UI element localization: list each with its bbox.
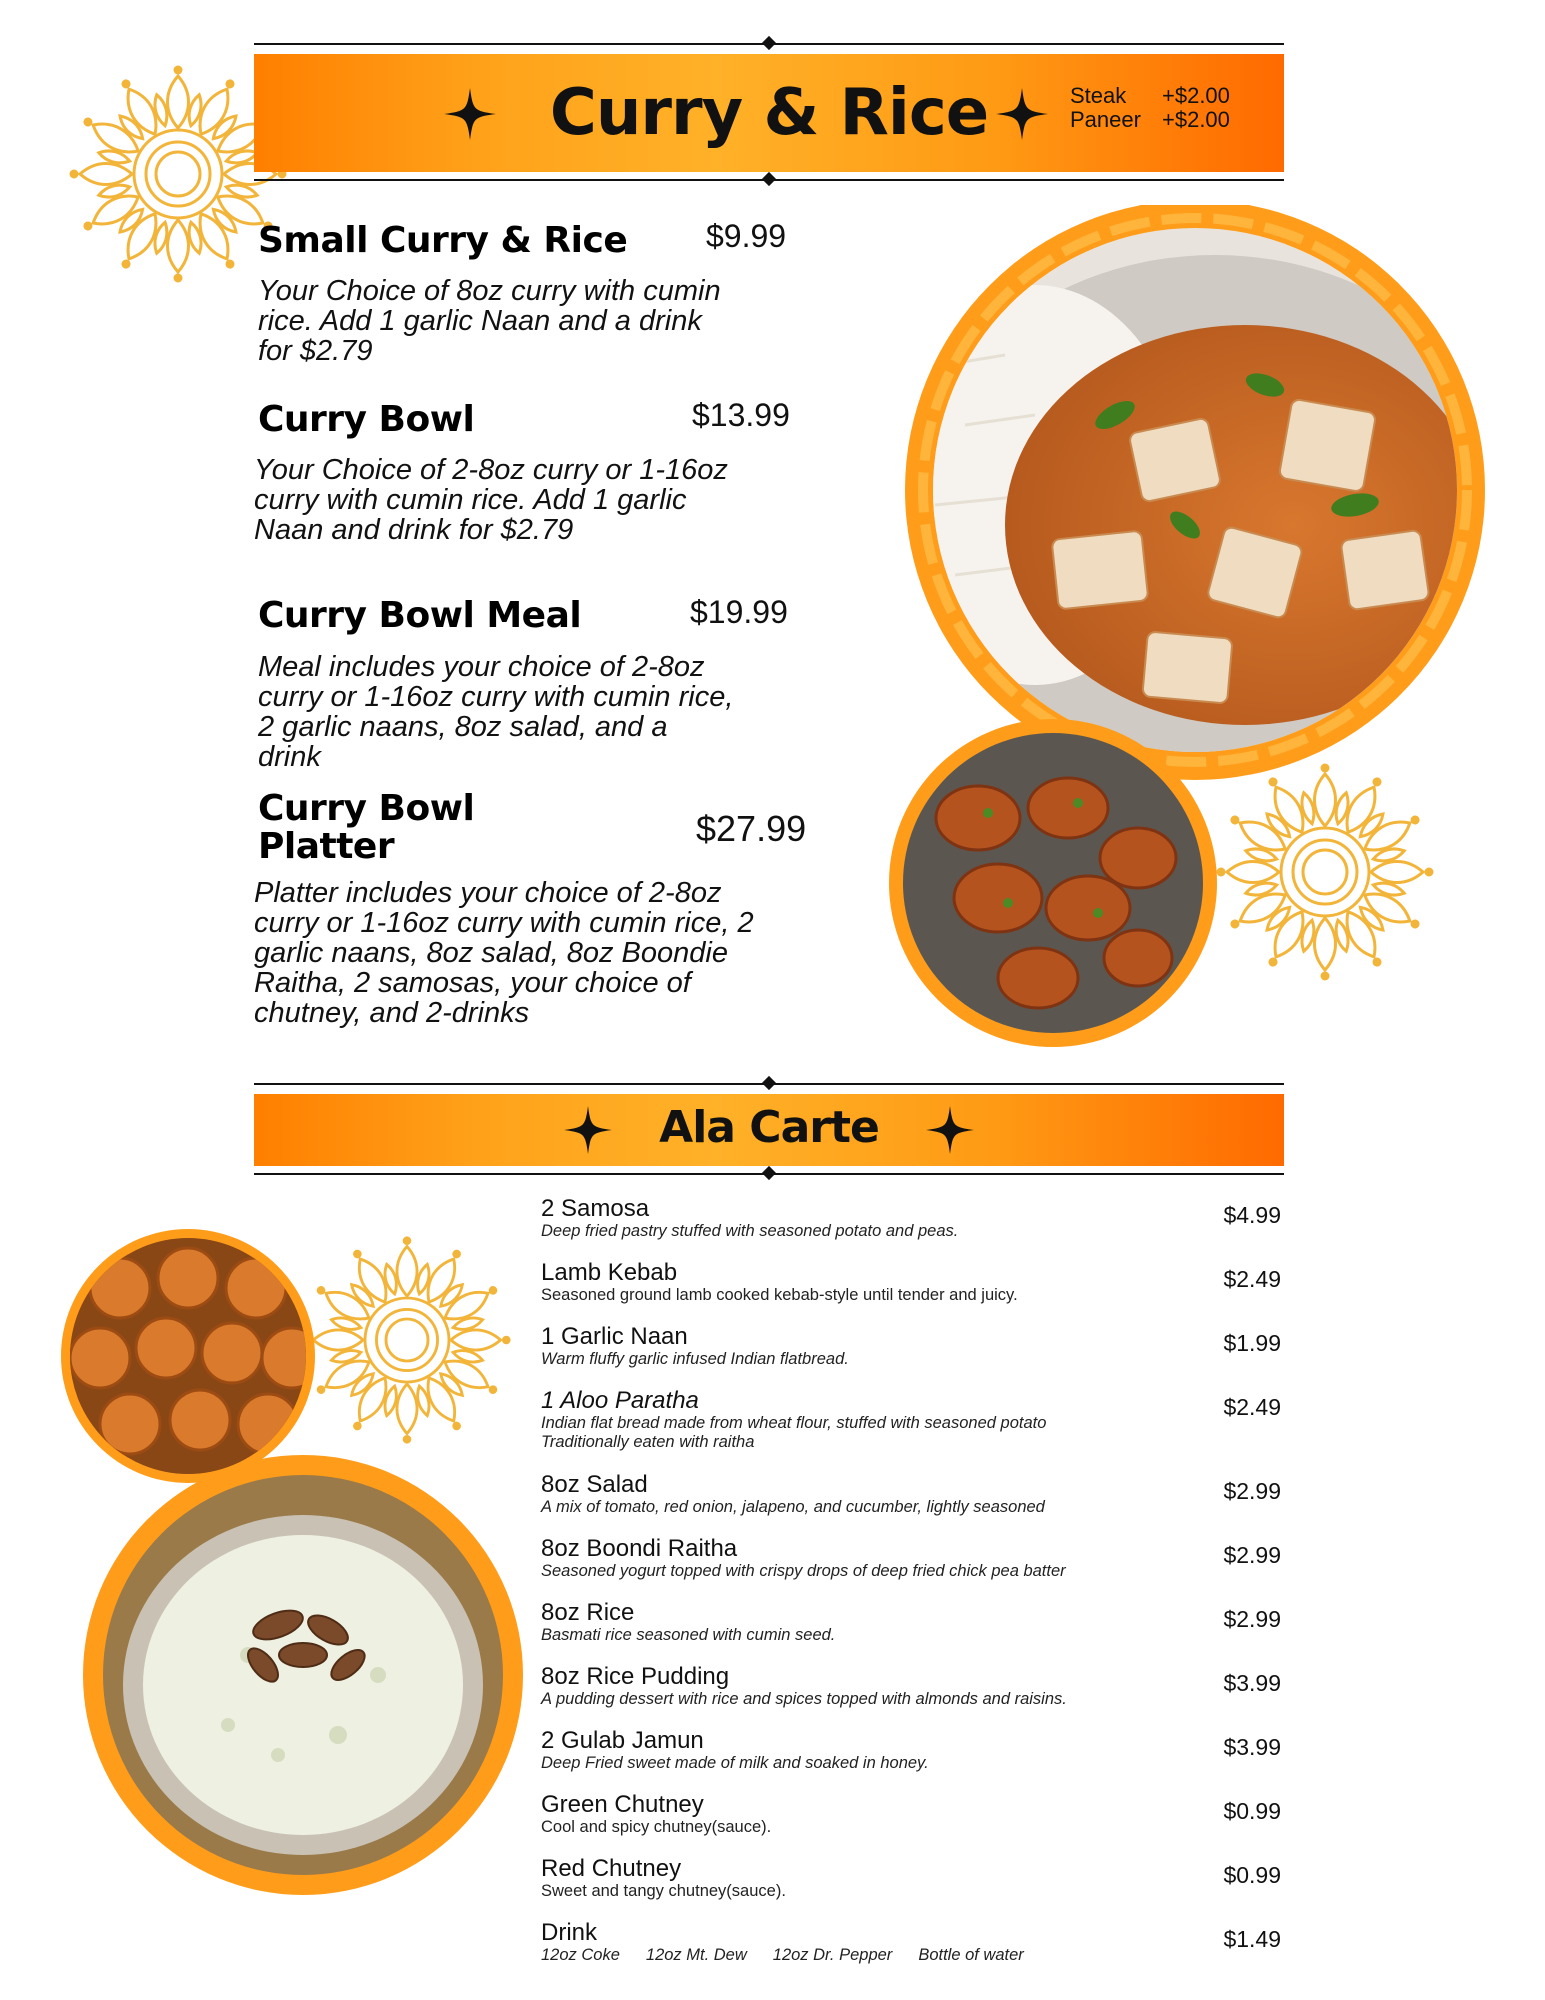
- paneer-curry-rice-photo: [885, 205, 1485, 780]
- drink-option: 12oz Mt. Dew: [645, 1946, 747, 1964]
- item-name: 8oz Salad: [541, 1471, 648, 1498]
- menu-list-item: [541, 1664, 1281, 1709]
- pakora-photo: [888, 718, 1218, 1048]
- item-price: $1.99: [1223, 1330, 1281, 1356]
- divider-rule: [254, 38, 1284, 50]
- addon-row: [1070, 84, 1230, 108]
- menu-list-item: [541, 1196, 1281, 1241]
- item-price: $2.49: [1223, 1266, 1281, 1292]
- menu-list-item: [541, 1792, 1281, 1837]
- drink-option: Bottle of water: [918, 1946, 1024, 1964]
- item-description: A mix of tomato, red onion, jalapeno, and cucumber, lightly seasoned: [541, 1498, 1045, 1516]
- menu-item-price: $13.99: [692, 397, 790, 433]
- item-description-2: Traditionally eaten with raitha: [541, 1433, 755, 1451]
- item-description: Indian flat bread made from wheat flour, stuffed with seasoned potato: [541, 1414, 1047, 1432]
- item-price: $2.99: [1223, 1606, 1281, 1632]
- menu-list-item: [541, 1728, 1281, 1773]
- item-price: $3.99: [1223, 1670, 1281, 1696]
- item-price: $2.99: [1223, 1478, 1281, 1504]
- menu-list-item: [541, 1324, 1281, 1369]
- mandala-icon: [302, 1235, 512, 1445]
- item-price: $0.99: [1223, 1798, 1281, 1824]
- menu-item-description: Platter includes your choice of 2-8oz curry or 1-16oz curry with cumin rice, 2 garlic naans, 8oz salad, 8oz Boondie Raitha, 2 samosas, your choice of chutney, and 2-drinks: [254, 877, 754, 1029]
- item-price: $1.49: [1223, 1926, 1281, 1952]
- item-description: Sweet and tangy chutney(sauce).: [541, 1882, 786, 1900]
- menu-item-name: Curry Bowl: [258, 399, 475, 440]
- addon-name: Paneer: [1070, 107, 1141, 132]
- divider-rule: [254, 1168, 1284, 1180]
- item-price: $4.99: [1223, 1202, 1281, 1228]
- menu-list-item: [541, 1260, 1281, 1305]
- item-description: Deep Fried sweet made of milk and soaked in honey.: [541, 1754, 929, 1772]
- curry-rice-title: Curry & Rice: [549, 76, 989, 150]
- menu-list-item: [541, 1600, 1281, 1645]
- addon-name: Steak: [1070, 83, 1127, 108]
- item-name: Lamb Kebab: [541, 1259, 678, 1286]
- menu-item-description: Your Choice of 8oz curry with cumin rice. Add 1 garlic Naan and a drink for $2.79: [258, 275, 721, 367]
- mandala-icon: [1215, 762, 1435, 982]
- item-description: Warm fluffy garlic infused Indian flatbread.: [541, 1350, 849, 1368]
- addon-price: +$2.00: [1162, 83, 1230, 108]
- menu-item-price: $19.99: [690, 594, 788, 630]
- item-description: Seasoned yogurt topped with crispy drops of deep fried chick pea batter: [541, 1562, 1066, 1580]
- menu-item-description: Meal includes your choice of 2-8oz curry or 1-16oz curry with cumin rice, 2 garlic naans, 8oz salad, and a drink: [258, 651, 734, 773]
- rice-pudding-photo: [78, 1455, 528, 1895]
- item-price: $0.99: [1223, 1862, 1281, 1888]
- ala-carte-title: Ala Carte: [659, 1102, 879, 1153]
- item-name: Drink: [541, 1919, 598, 1946]
- ala-carte-banner: [254, 1094, 1284, 1166]
- item-description: Deep fried pastry stuffed with seasoned potato and peas.: [541, 1222, 959, 1240]
- divider-rule: [254, 174, 1284, 186]
- item-description: Basmati rice seasoned with cumin seed.: [541, 1626, 836, 1644]
- menu-item-price: $9.99: [706, 218, 787, 254]
- item-name: Red Chutney: [541, 1855, 682, 1882]
- item-name: 8oz Rice Pudding: [541, 1663, 730, 1690]
- sparkle-icon: [996, 88, 1048, 140]
- item-name: 2 Gulab Jamun: [541, 1727, 704, 1754]
- sparkle-icon: [926, 1106, 974, 1154]
- drink-option: 12oz Dr. Pepper: [772, 1946, 893, 1964]
- item-name: Green Chutney: [541, 1791, 704, 1818]
- menu-item-name: Curry Bowl Platter: [258, 788, 475, 867]
- protein-addons: [1070, 84, 1230, 132]
- menu-list-item: [541, 1472, 1281, 1517]
- item-description: Seasoned ground lamb cooked kebab-style until tender and juicy.: [541, 1286, 1018, 1304]
- item-name: 1 Garlic Naan: [541, 1323, 688, 1350]
- drink-options: [541, 1946, 1281, 1965]
- menu-list-item: [541, 1388, 1281, 1452]
- item-price: $2.99: [1223, 1542, 1281, 1568]
- menu-list-item: [541, 1920, 1281, 1965]
- item-name: 2 Samosa: [541, 1195, 650, 1222]
- divider-rule: [254, 1078, 1284, 1090]
- gulab-jamun-photo: [60, 1228, 316, 1484]
- item-price: $3.99: [1223, 1734, 1281, 1760]
- addon-row: [1070, 108, 1230, 132]
- item-name: 1 Aloo Paratha: [541, 1387, 699, 1414]
- item-name: 8oz Boondi Raitha: [541, 1535, 738, 1562]
- drink-option: 12oz Coke: [541, 1946, 620, 1964]
- item-name: 8oz Rice: [541, 1599, 635, 1626]
- item-price: $2.49: [1223, 1394, 1281, 1420]
- addon-price: +$2.00: [1162, 107, 1230, 132]
- item-description: A pudding dessert with rice and spices topped with almonds and raisins.: [541, 1690, 1067, 1708]
- menu-item-name: Curry Bowl Meal: [258, 595, 582, 636]
- menu-item-description: Your Choice of 2-8oz curry or 1-16oz curry with cumin rice. Add 1 garlic Naan and drink for $2.79: [254, 454, 728, 546]
- menu-list-item: [541, 1536, 1281, 1581]
- item-description: Cool and spicy chutney(sauce).: [541, 1818, 772, 1836]
- menu-list-item: [541, 1856, 1281, 1901]
- menu-item-name: Small Curry & Rice: [258, 220, 628, 261]
- menu-item-price: $27.99: [696, 808, 807, 849]
